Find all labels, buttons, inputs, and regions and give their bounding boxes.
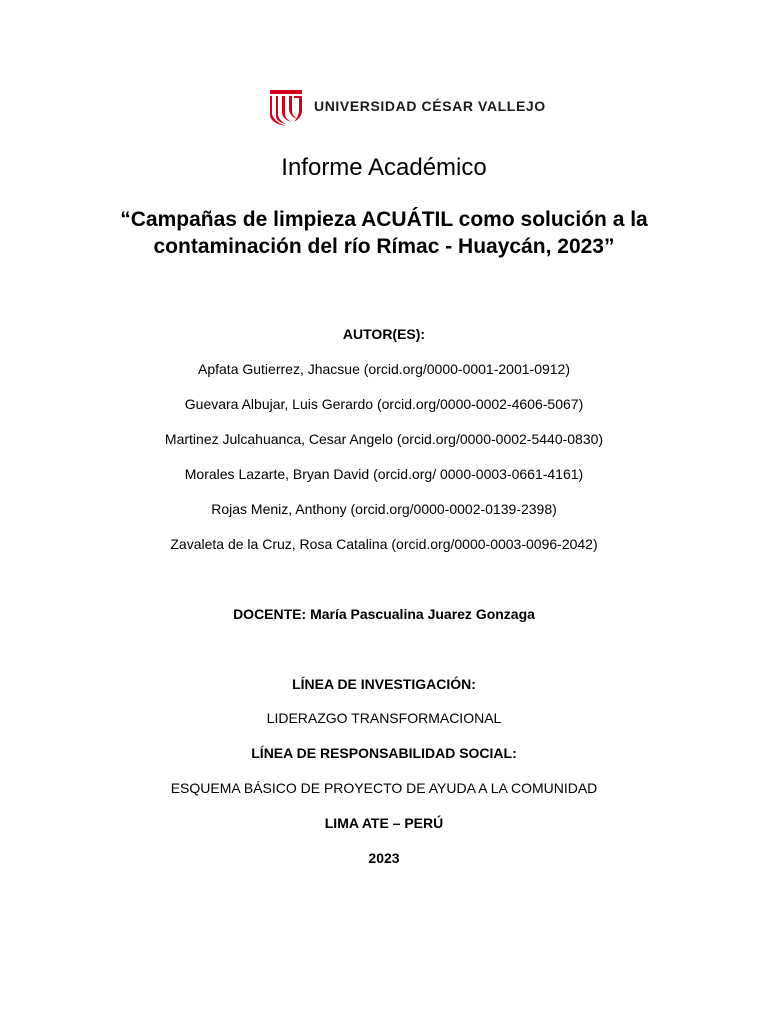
author-line: Morales Lazarte, Bryan David (orcid.org/ 0000-0003-0661-4161) [184, 466, 584, 482]
research-line-label: LÍNEA DE INVESTIGACIÓN: [292, 676, 476, 692]
year: 2023 [368, 850, 400, 866]
location: LIMA ATE – PERÚ [324, 815, 444, 831]
author-line: Zavaleta de la Cruz, Rosa Catalina (orcid.org/0000-0003-0096-2042) [170, 536, 598, 552]
research-line-value: LIDERAZGO TRANSFORMACIONAL [266, 710, 502, 726]
document-type: Informe Académico [281, 154, 487, 181]
author-line: Guevara Albujar, Luis Gerardo (orcid.org/0000-0002-4606-5067) [184, 396, 584, 412]
university-name: UNIVERSIDAD CÉSAR VALLEJO [314, 98, 546, 114]
social-line-label: LÍNEA DE RESPONSABILIDAD SOCIAL: [251, 745, 517, 761]
author-line: Apfata Gutierrez, Jhacsue (orcid.org/0000-0001-2001-0912) [198, 361, 570, 377]
teacher-line: DOCENTE: María Pascualina Juarez Gonzaga [233, 606, 535, 622]
authors-label: AUTOR(ES): [342, 326, 426, 342]
university-crest-icon [268, 86, 304, 126]
university-logo [268, 86, 546, 126]
document-title: “Campañas de limpieza ACUÁTIL como solución a la contaminación del río Rímac - Huaycán, 2023” [120, 208, 648, 258]
author-line: Rojas Meniz, Anthony (orcid.org/0000-0002-0139-2398) [211, 501, 557, 517]
social-line-value: ESQUEMA BÁSICO DE PROYECTO DE AYUDA A LA COMUNIDAD [170, 780, 598, 796]
author-line: Martinez Julcahuanca, Cesar Angelo (orcid.org/0000-0002-5440-0830) [164, 431, 604, 447]
